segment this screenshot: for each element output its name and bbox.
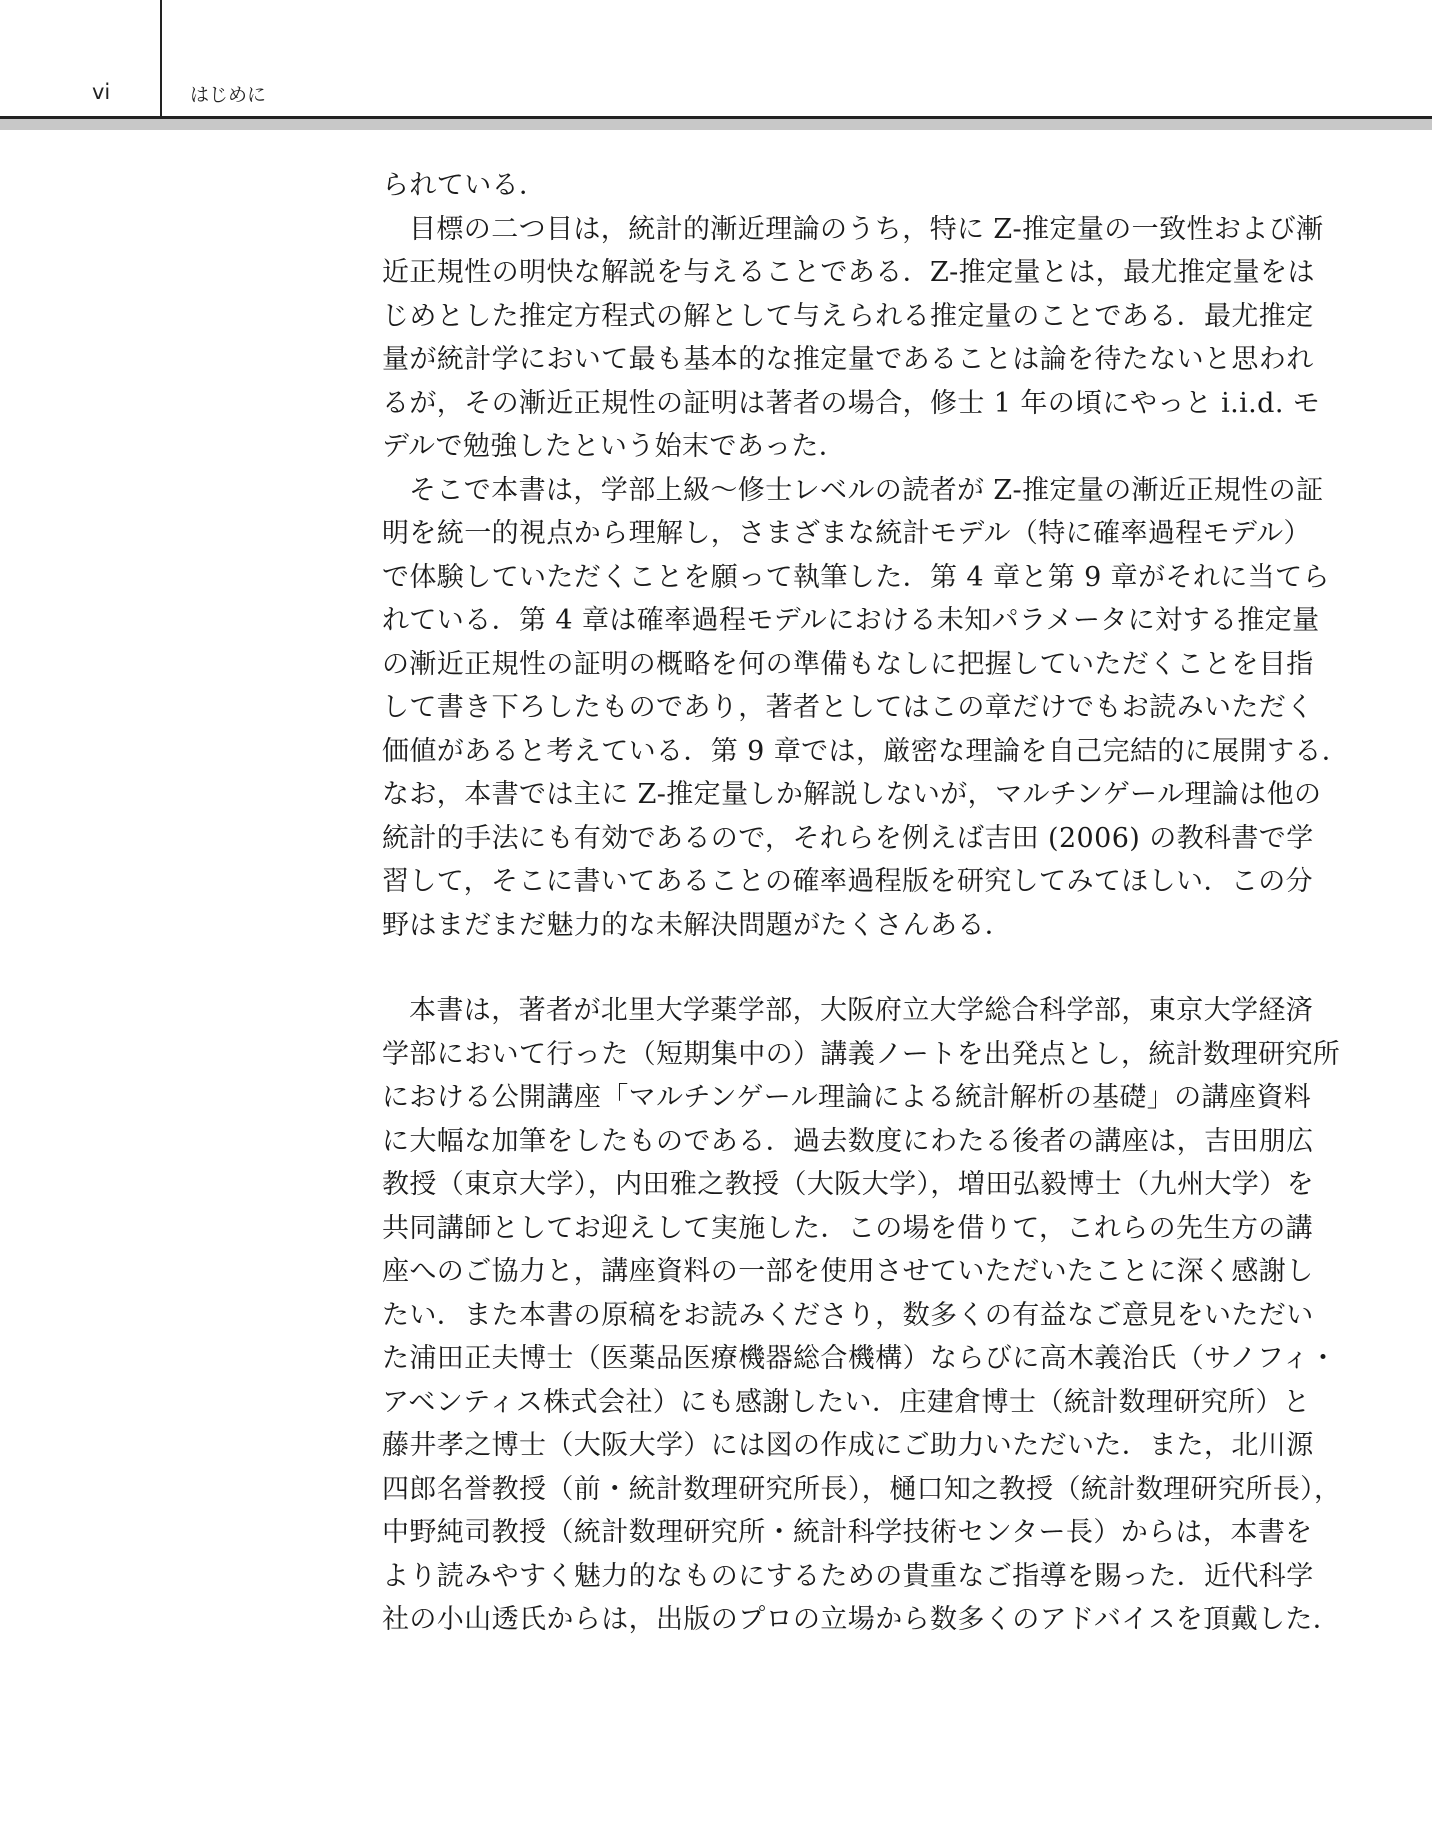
header-divider-vertical bbox=[160, 0, 162, 117]
text-line: して書き下ろしたものであり，著者としてはこの章だけでもお読みいただく bbox=[382, 692, 1314, 723]
text-line: たい．また本書の原稿をお読みくださり，数多くの有益なご意見をいただい bbox=[382, 1299, 1314, 1331]
running-title: はじめに bbox=[190, 84, 267, 106]
text-line: 四郎名誉教授（前・統計数理研究所長），樋口知之教授（統計数理研究所長）， bbox=[382, 1473, 1342, 1505]
text-line: 量が統計学において最も基本的な推定量であることは論を待たないと思われ bbox=[382, 344, 1314, 375]
text-line: られている． bbox=[382, 170, 547, 201]
text-line: そこで本書は，学部上級～修士レベルの読者が Z-推定量の漸近正規性の証 bbox=[409, 474, 1324, 506]
text-line: における公開講座「マルチンゲール理論による統計解析の基礎」の講座資料 bbox=[382, 1082, 1312, 1113]
text-line: なお，本書では主に Z-推定量しか解説しないが，マルチンゲール理論は他の bbox=[382, 779, 1322, 810]
body-text bbox=[382, 164, 1350, 1642]
text-line: るが，その漸近正規性の証明は著者の場合，修士 1 年の頃にやっと i.i.d. モ bbox=[382, 387, 1321, 419]
text-line: 学部において行った（短期集中の）講義ノートを出発点とし，統計数理研究所 bbox=[382, 1038, 1341, 1070]
text-line: 座へのご協力と，講座資料の一部を使用させていただいたことに深く感謝し bbox=[382, 1256, 1314, 1287]
text-line: 藤井孝之博士（大阪大学）には図の作成にご助力いただいた．また，北川源 bbox=[382, 1430, 1314, 1461]
paragraph bbox=[382, 469, 1350, 948]
text-line: アベンティス株式会社）にも感謝したい．庄建倉博士（統計数理研究所）と bbox=[382, 1386, 1311, 1418]
text-line: より読みやすく魅力的なものにするための貴重なご指導を賜った．近代科学 bbox=[382, 1560, 1314, 1592]
text-line: の漸近正規性の証明の概略を何の準備もなしに把握していただくことを目指 bbox=[382, 648, 1314, 680]
page-header bbox=[0, 0, 1432, 118]
header-shade-band bbox=[0, 119, 1432, 130]
text-line: じめとした推定方程式の解として与えられる推定量のことである．最尤推定 bbox=[382, 300, 1314, 332]
text-line: 中野純司教授（統計数理研究所・統計科学技術センター長）からは，本書を bbox=[382, 1517, 1313, 1548]
text-line: 価値があると考えている．第 9 章では，厳密な理論を自己完結的に展開する． bbox=[382, 735, 1350, 767]
text-line: 社の小山透氏からは，出版のプロの立場から数多くのアドバイスを頂戴した． bbox=[382, 1604, 1341, 1635]
paragraph bbox=[382, 989, 1342, 1642]
text-line: に大幅な加筆をしたものである．過去数度にわたる後者の講座は，吉田朋広 bbox=[382, 1125, 1314, 1157]
text-line: 習して，そこに書いてあることの確率過程版を研究してみてほしい．この分 bbox=[382, 866, 1314, 897]
text-line: デルで勉強したという始末であった． bbox=[382, 431, 847, 462]
text-line: 近正規性の明快な解説を与えることである．Z-推定量とは，最尤推定量をは bbox=[382, 257, 1315, 288]
text-line: 目標の二つ目は，統計的漸近理論のうち，特に Z-推定量の一致性および漸 bbox=[409, 213, 1324, 245]
paragraph-gap bbox=[382, 947, 1288, 989]
text-line: 共同講師としてお迎えして実施した．この場を借りて，これらの先生方の講 bbox=[382, 1212, 1314, 1244]
paragraph bbox=[382, 208, 1324, 469]
page-number: vi bbox=[92, 80, 111, 104]
text-line: 野はまだまだ魅力的な未解決問題がたくさんある． bbox=[382, 909, 1013, 941]
text-line: で体験していただくことを願って執筆した．第 4 章と第 9 章がそれに当てら bbox=[382, 561, 1330, 593]
text-line: た浦田正夫博士（医薬品医療機器総合機構）ならびに高木義治氏（サノフィ・ bbox=[382, 1343, 1337, 1374]
text-line: 本書は，著者が北里大学薬学部，大阪府立大学総合科学部，東京大学経済 bbox=[409, 995, 1314, 1026]
text-line: れている．第 4 章は確率過程モデルにおける未知パラメータに対する推定量 bbox=[382, 605, 1320, 636]
text-line: 統計的手法にも有効であるので，それらを例えば吉田 (2006) の教科書で学 bbox=[382, 822, 1314, 854]
text-line: 明を統一的視点から理解し，さまざまな統計モデル（特に確率過程モデル） bbox=[382, 518, 1311, 549]
paragraph bbox=[382, 164, 1288, 208]
text-line: 教授（東京大学），内田雅之教授（大阪大学），増田弘毅博士（九州大学）を bbox=[382, 1169, 1314, 1200]
